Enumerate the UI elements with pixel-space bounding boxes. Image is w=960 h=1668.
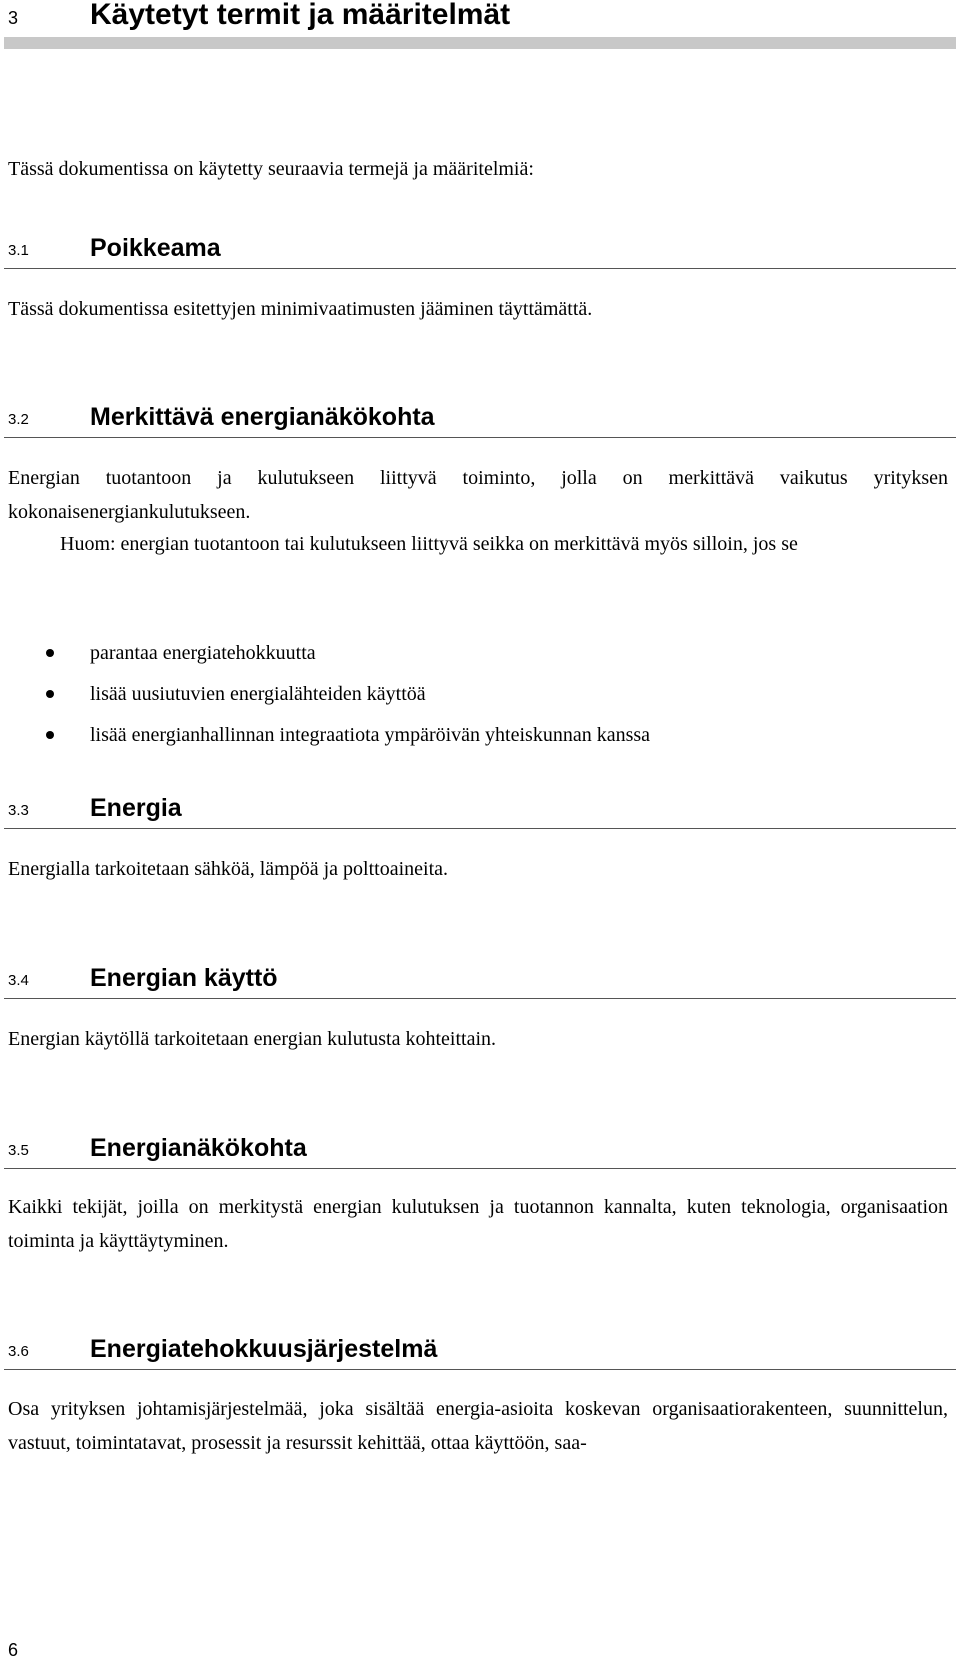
list-item-text: lisää energianhallinnan integraatiota ympäröivän yhteiskunnan kanssa <box>90 724 651 746</box>
section-title: Energiatehokkuusjärjestelmä <box>90 1335 438 1363</box>
section-rule <box>4 828 956 829</box>
chapter-title: Käytetyt termit ja määritelmät <box>90 0 511 31</box>
section-number: 3.3 <box>8 802 29 819</box>
section-3-2-text: Energian tuotantoon ja kulutukseen liittyvä toiminto, jolla on merkittävä vaikutus yrityksen kokonaisenergiankulutukseen. <box>8 467 948 523</box>
section-number: 3.2 <box>8 411 29 428</box>
section-heading-3-4 <box>0 959 960 999</box>
section-heading-3-2 <box>0 398 960 438</box>
section-title: Poikkeama <box>90 234 221 262</box>
section-title: Merkittävä energianäkökohta <box>90 403 435 431</box>
section-rule <box>4 1369 956 1370</box>
section-rule <box>4 437 956 438</box>
section-3-6-text: Osa yrityksen johtamisjärjestelmää, joka sisältää energia-asioita koskevan organisaatiorakenteen, suunnittelun, vastuut, toimintatavat, prosessit ja resurssit kehittää, ottaa käyttöön, saa- <box>8 1398 948 1454</box>
list-item-text: parantaa energiatehokkuutta <box>90 642 316 664</box>
section-title: Energianäkökohta <box>90 1134 307 1162</box>
bullet-icon <box>46 690 54 698</box>
section-3-2-note: Huom: energian tuotantoon tai kulutukseen liittyvä seikka on merkittävä myös silloin, jos se <box>60 533 798 555</box>
section-3-5-text: Kaikki tekijät, joilla on merkitystä energian kulutuksen ja tuotannon kannalta, kuten teknologia, organisaation toiminta ja käyttäytyminen. <box>8 1196 948 1252</box>
bullet-icon <box>46 649 54 657</box>
section-heading-3-6 <box>0 1330 960 1370</box>
section-rule <box>4 998 956 999</box>
section-3-1-text: Tässä dokumentissa esitettyjen minimivaatimusten jääminen täyttämättä. <box>8 298 593 320</box>
chapter-intro: Tässä dokumentissa on käytetty seuraavia termejä ja määritelmiä: <box>8 158 534 180</box>
page-number: 6 <box>8 1640 19 1660</box>
section-rule <box>4 268 956 269</box>
chapter-heading-rule <box>4 37 956 49</box>
section-title: Energia <box>90 794 182 822</box>
section-heading-3-1 <box>0 229 960 269</box>
bullet-icon <box>46 731 54 739</box>
section-number: 3.5 <box>8 1142 29 1159</box>
list-item-text: lisää uusiutuvien energialähteiden käyttöä <box>90 683 426 705</box>
section-number: 3.6 <box>8 1343 29 1360</box>
section-rule <box>4 1168 956 1169</box>
chapter-number: 3 <box>8 8 19 28</box>
section-number: 3.4 <box>8 972 29 989</box>
section-3-3-text: Energialla tarkoitetaan sähköä, lämpöä ja polttoaineita. <box>8 858 449 880</box>
section-heading-3-3 <box>0 789 960 829</box>
section-3-4-text: Energian käytöllä tarkoitetaan energian kulutusta kohteittain. <box>8 1028 496 1050</box>
section-number: 3.1 <box>8 242 29 259</box>
section-heading-3-5 <box>0 1129 960 1169</box>
section-title: Energian käyttö <box>90 964 278 992</box>
